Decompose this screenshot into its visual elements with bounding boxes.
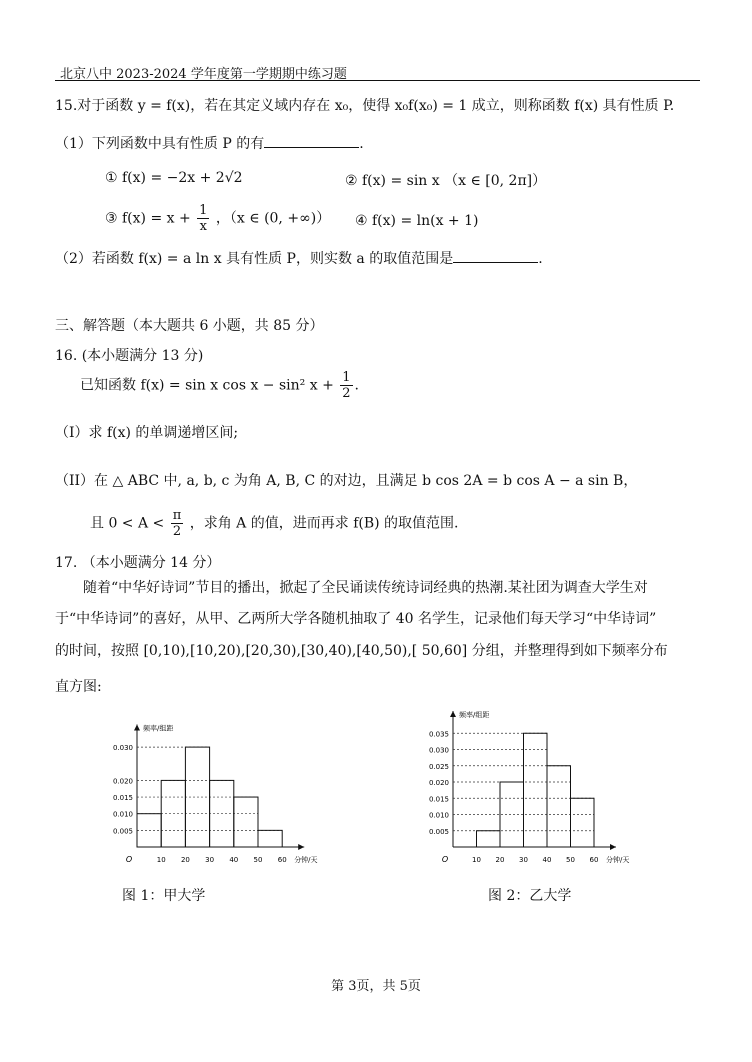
chart-2-caption: 图 2：乙大学 [488, 888, 572, 904]
x-axis-label: 分钟/天 [294, 856, 318, 864]
fraction-denominator: x [199, 219, 207, 234]
q15-stem: 15.对于函数 y = f(x)，若在其定义域内存在 x₀，使得 x₀f(x₀) = 1 成立，则称函数 f(x) 具有性质 P. [55, 98, 675, 114]
histogram-chart-2 [415, 710, 645, 870]
q16-given-b: . [354, 377, 359, 394]
q15-option-2: ② f(x) = sin x （x ∈ [0, 2π]） [345, 173, 547, 189]
section-title: 三、解答题（本大题共 6 小题，共 85 分） [55, 318, 324, 334]
y-axis-arrow [450, 711, 456, 717]
fraction-numerator: π [172, 508, 182, 523]
y-tick-label: 0.030 [112, 744, 133, 753]
x-tick-label: 10 [156, 856, 166, 864]
x-tick-label: 40 [229, 856, 239, 864]
q17-paragraph-line-1: 随着“中华好诗词”节目的播出，掀起了全民诵读传统诗词经典的热潮.某社团为调查大学生对 [83, 580, 648, 596]
x-tick-label: 50 [253, 856, 263, 864]
q16-given [80, 370, 359, 401]
q17-paragraph-line-2: 于“中华诗词”的喜好，从甲、乙两所大学各随机抽取了 40 名学生，记录他们每天学习“中华诗词” [55, 611, 657, 627]
histogram-chart-1 [105, 705, 325, 865]
answer-blank-2 [453, 248, 538, 263]
x-tick-label: 30 [519, 856, 528, 864]
x-tick-label: 20 [180, 856, 190, 864]
x-tick-label: 10 [472, 856, 481, 864]
x-axis-label: 分钟/天 [606, 856, 630, 864]
q15-option-1: ① f(x) = −2x + 2√2 [105, 170, 243, 186]
answer-blank-1 [264, 133, 359, 148]
y-tick-label: 0.015 [112, 794, 133, 803]
q15-option-4: ④ f(x) = ln(x + 1) [355, 213, 479, 229]
histogram-bar [234, 797, 258, 847]
histogram-bar [500, 782, 524, 847]
histogram-bar [258, 830, 282, 847]
fraction [340, 370, 352, 401]
x-axis-arrow [298, 844, 304, 850]
q17-paragraph-line-3: 的时间，按照 [0,10),[10,20),[20,30),[30,40),[40,50),[ 50,60] 分组，并整理得到如下频率分布 [55, 643, 668, 659]
x-tick-label: 20 [495, 856, 505, 864]
fraction-denominator: 2 [172, 524, 182, 539]
header-title: 北京八中 2023-2024 学年度第一学期期中练习题 [60, 67, 347, 82]
x-tick-label: 30 [205, 856, 215, 864]
y-tick-label: 0.030 [428, 746, 449, 755]
q17-head: 17. （本小题满分 14 分） [55, 555, 221, 571]
y-axis-arrow [134, 724, 140, 730]
y-tick-label: 0.005 [112, 827, 133, 836]
histogram-bar [571, 798, 595, 847]
y-axis-label: 频率/组距 [143, 724, 174, 733]
q15-part1-text: （1）下列函数中具有性质 P 的有 [55, 136, 265, 152]
fraction [171, 508, 184, 539]
header-rule [55, 80, 700, 81]
y-tick-label: 0.020 [112, 777, 133, 786]
histogram-bar [524, 733, 548, 847]
fraction-numerator: 1 [342, 370, 351, 385]
x-tick-label: 60 [277, 856, 287, 864]
chart-1-caption: 图 1：甲大学 [122, 888, 206, 904]
origin-label: O [441, 855, 449, 864]
y-tick-label: 0.005 [428, 827, 449, 836]
y-axis-label: 频率/组距 [459, 711, 490, 719]
y-tick-label: 0.010 [428, 811, 449, 820]
x-axis-arrow [610, 844, 616, 850]
q15-part2: （2）若函数 f(x) = a ln x 具有性质 P，则实数 a 的取值范围是 . [55, 248, 543, 268]
q16-head: 16. (本小题满分 13 分) [55, 348, 204, 364]
origin-label: O [125, 855, 133, 864]
q15-option-3-b: ，（x ∈ (0, +∞)） [215, 210, 331, 227]
q17-paragraph-line-4: 直方图: [55, 679, 102, 695]
q16-part2b-b: ，求角 A 的值，进而再求 f(B) 的取值范围. [189, 515, 459, 532]
fraction-numerator: 1 [199, 203, 208, 218]
q16-part2b-a: 且 0 < A < [90, 515, 165, 532]
histogram-bar [477, 831, 501, 847]
q15-part2-text: （2）若函数 f(x) = a ln x 具有性质 P，则实数 a 的取值范围是 [55, 251, 454, 267]
q16-given-a: 已知函数 f(x) = sin x cos x − sin² x + [80, 377, 334, 394]
x-tick-label: 60 [589, 856, 599, 864]
q16-part1: （I）求 f(x) 的单调递增区间; [55, 425, 239, 441]
q16-part2: （II）在 △ ABC 中, a, b, c 为角 A, B, C 的对边，且满足 b cos 2A = b cos A − a sin B， [55, 473, 638, 489]
y-tick-label: 0.025 [428, 762, 449, 771]
page-footer: 第 3页，共 5页 [331, 979, 421, 994]
q15-part1: （1）下列函数中具有性质 P 的有 . [55, 133, 364, 153]
fraction [197, 203, 209, 234]
y-tick-label: 0.010 [112, 810, 133, 819]
fraction-denominator: 2 [342, 386, 351, 401]
q15-option-3 [105, 203, 330, 234]
y-tick-label: 0.020 [428, 779, 449, 787]
y-tick-label: 0.035 [428, 730, 449, 739]
histogram-bar [547, 766, 571, 847]
x-tick-label: 40 [542, 856, 552, 864]
x-tick-label: 50 [566, 856, 575, 864]
q15-option-3-a: ③ f(x) = x + [105, 210, 191, 227]
q16-part2b [90, 508, 459, 539]
y-tick-label: 0.015 [428, 795, 449, 804]
